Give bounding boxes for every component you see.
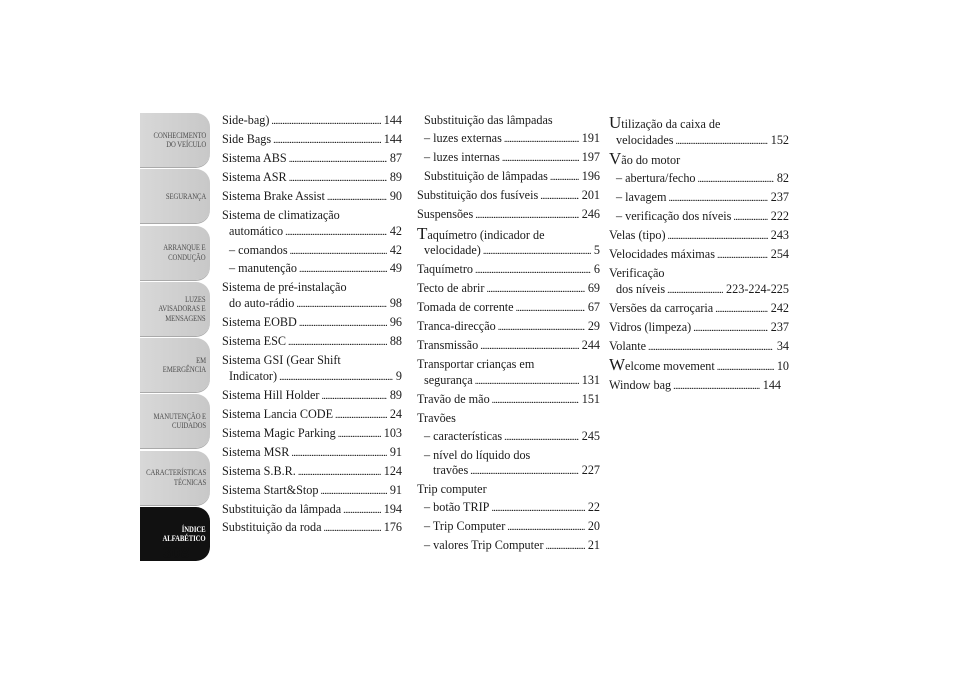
index-entry xyxy=(417,357,600,389)
index-entry-text: Side-bag) xyxy=(222,113,270,127)
dot-leader xyxy=(296,296,386,313)
index-entry-text: Velocidades máximas xyxy=(609,247,715,262)
index-entry-page: 89 xyxy=(389,169,402,184)
index-entry-text: – valores Trip Computer xyxy=(424,538,544,553)
dot-leader xyxy=(475,373,579,390)
section-tab-6[interactable] xyxy=(140,394,210,448)
index-entry-text: Travão de mão xyxy=(417,391,490,406)
dot-leader xyxy=(676,133,768,150)
index-entry-row xyxy=(609,228,789,245)
index-entry xyxy=(222,170,402,187)
index-entry-text: Sistema EOBD xyxy=(222,315,297,330)
index-entry-text: Substituição de lâmpadas xyxy=(424,168,548,183)
index-entry-heading: Utilização da caixa de xyxy=(609,113,721,132)
index-entry-page: 144 xyxy=(762,378,781,393)
index-entry-page: 176 xyxy=(383,520,402,535)
index-entry-row xyxy=(222,243,402,260)
section-tabs xyxy=(140,113,210,563)
index-entry xyxy=(609,320,789,337)
index-entry-row xyxy=(417,169,600,186)
index-entry-text: velocidades xyxy=(616,132,674,147)
index-entry-page: 201 xyxy=(581,187,600,202)
index-entry-row xyxy=(222,170,402,187)
index-entry-text: Suspensões xyxy=(417,206,474,221)
index-entry xyxy=(609,149,789,169)
dot-leader xyxy=(483,243,591,260)
index-entry-page: 29 xyxy=(587,319,600,334)
index-entry-text: Substituição dos fusíveis xyxy=(417,187,539,202)
dot-leader xyxy=(289,151,387,168)
dot-leader xyxy=(668,228,768,245)
index-entry xyxy=(609,355,789,376)
index-entry-text: Velas (tipo) xyxy=(609,228,666,243)
index-entry xyxy=(609,301,789,318)
index-entry-page: 42 xyxy=(389,223,402,238)
dot-leader xyxy=(475,262,591,279)
index-entry-row xyxy=(417,392,600,409)
section-tab-label: ÍNDICE ALFABÉTICO xyxy=(162,524,206,544)
index-entry-row xyxy=(609,301,789,318)
index-entry xyxy=(222,353,402,385)
index-entry-row xyxy=(609,190,789,207)
dot-leader xyxy=(550,169,579,186)
index-entry-page: 243 xyxy=(770,228,789,243)
index-entry-page: 124 xyxy=(383,463,402,478)
index-entry xyxy=(222,189,402,206)
index-entry-page: 98 xyxy=(389,296,402,311)
index-entry-page: 9 xyxy=(395,368,402,383)
index-entry-heading: – nível do líquido dos xyxy=(424,447,531,462)
index-entry xyxy=(222,388,402,405)
index-entry xyxy=(222,445,402,462)
index-entry xyxy=(417,500,600,517)
index-entry-row xyxy=(609,247,789,264)
index-entry-page: 196 xyxy=(581,168,600,183)
index-entry xyxy=(417,429,600,446)
index-entry xyxy=(609,378,789,395)
dot-leader xyxy=(733,209,767,226)
index-entry-row xyxy=(609,355,789,376)
index-entry-row xyxy=(222,369,402,386)
dot-leader xyxy=(271,113,380,130)
section-tab-label: ARRANQUE E CONDUÇÃO xyxy=(163,243,206,262)
index-entry-row xyxy=(417,262,600,279)
index-entry xyxy=(417,207,600,224)
index-entry xyxy=(417,223,600,260)
section-tab-label: CARACTERÍSTICAS TÉCNICAS xyxy=(146,468,206,487)
index-entry xyxy=(222,151,402,168)
dot-leader xyxy=(475,207,579,224)
index-entry xyxy=(609,113,789,149)
index-entry-page: 87 xyxy=(389,150,402,165)
index-entry-page: 144 xyxy=(383,131,402,146)
index-letter-initial: V xyxy=(609,149,622,169)
dot-leader xyxy=(290,243,387,260)
index-entry-text: – manutenção xyxy=(229,261,298,276)
section-tab-7[interactable] xyxy=(140,451,210,505)
index-entry-row xyxy=(222,224,402,241)
index-entry-text: – abertura/fecho xyxy=(616,171,696,186)
index-entry-heading: Substituição das lâmpadas xyxy=(424,113,553,127)
dot-leader xyxy=(480,338,579,355)
index-entry xyxy=(222,426,402,443)
index-entry-text: – comandos xyxy=(229,242,288,257)
index-entry xyxy=(222,334,402,351)
index-letter-initial: U xyxy=(609,113,622,132)
index-entry-row xyxy=(222,334,402,351)
index-entry-page: 197 xyxy=(581,149,600,164)
index-entry xyxy=(417,482,600,498)
dot-leader xyxy=(504,131,579,148)
index-entry-page: 49 xyxy=(389,261,402,276)
index-entry-row xyxy=(222,151,402,168)
index-entry-text: Welcome movement xyxy=(609,355,715,375)
index-entry-text: Volante xyxy=(609,338,647,353)
dot-leader xyxy=(498,319,585,336)
index-entry-text: velocidade) xyxy=(424,243,481,258)
index-entry-row xyxy=(417,463,600,480)
index-entry xyxy=(222,243,402,260)
index-column-2 xyxy=(417,113,600,557)
index-entry-page: 223-224-225 xyxy=(726,281,789,296)
dot-leader xyxy=(717,359,774,376)
index-entry xyxy=(609,209,789,226)
index-entry-row xyxy=(417,300,600,317)
index-entry-page: 245 xyxy=(581,428,600,443)
index-entry-page: 67 xyxy=(587,300,600,315)
index-entry-row xyxy=(417,281,600,298)
index-entry-page: 242 xyxy=(770,300,789,315)
index-entry xyxy=(417,281,600,298)
index-column-3 xyxy=(609,113,789,397)
index-entry xyxy=(417,300,600,317)
section-tab-4[interactable] xyxy=(140,282,210,336)
index-entry-text: Sistema ESC xyxy=(222,334,286,349)
index-entry-text: dos níveis xyxy=(616,281,666,296)
index-entry-row xyxy=(609,320,789,337)
index-entry xyxy=(222,407,402,424)
index-entry-row xyxy=(222,261,402,278)
index-entry-page: 244 xyxy=(581,338,600,353)
index-entry-row xyxy=(222,464,402,481)
index-entry-page: 152 xyxy=(770,132,789,147)
dot-leader xyxy=(693,320,768,337)
index-entry-text: segurança xyxy=(424,372,473,387)
index-entry xyxy=(417,538,600,555)
index-entry-page: 96 xyxy=(389,315,402,330)
index-entry-text: Side Bags xyxy=(222,131,272,146)
index-entry-row xyxy=(222,388,402,405)
index-entry-text: – Trip Computer xyxy=(424,519,506,534)
index-entry-row xyxy=(609,282,789,299)
index-entry-text: Sistema S.B.R. xyxy=(222,463,296,478)
index-entry-row xyxy=(609,378,781,395)
index-entry-text: Sistema Hill Holder xyxy=(222,387,320,402)
dot-leader xyxy=(516,300,585,317)
index-entry-text: – características xyxy=(424,428,503,443)
index-entry-page: 151 xyxy=(581,391,600,406)
index-entry xyxy=(417,150,600,167)
index-entry-row xyxy=(222,296,402,313)
index-entry-row xyxy=(609,339,789,356)
index-entry-text: Substituição da roda xyxy=(222,520,322,535)
index-entry-page: 24 xyxy=(389,406,402,421)
index-entry-row xyxy=(222,502,402,519)
index-entry-row xyxy=(417,373,600,390)
index-entry-text: Tecto de abrir xyxy=(417,281,485,296)
dot-leader xyxy=(507,519,585,536)
index-entry-row xyxy=(417,131,600,148)
index-entry-page: 222 xyxy=(770,209,789,224)
index-entry-row xyxy=(222,445,402,462)
index-entry xyxy=(609,190,789,207)
index-entry-text: Transmissão xyxy=(417,338,479,353)
index-entry-page: 42 xyxy=(389,242,402,257)
section-tab-label: MANUTENÇÃO E CUIDADOS xyxy=(153,411,206,431)
index-entry xyxy=(417,169,600,186)
index-entry-page: 144 xyxy=(383,113,402,127)
section-tab-5[interactable] xyxy=(140,338,210,392)
index-entry-page: 10 xyxy=(776,359,789,374)
dot-leader xyxy=(335,407,387,424)
index-entry xyxy=(222,280,402,312)
index-entry-row xyxy=(222,113,402,130)
section-tab-label: EM EMERGÊNCIA xyxy=(162,355,206,375)
index-entry-page: 5 xyxy=(593,243,600,258)
index-entry xyxy=(417,188,600,205)
index-entry-heading: Sistema de climatização xyxy=(222,207,340,222)
index-entry-text: Substituição da lâmpada xyxy=(222,501,342,516)
dot-leader xyxy=(491,500,584,517)
index-entry-page: 131 xyxy=(581,372,600,387)
index-entry-heading: Taquímetro (indicador de xyxy=(417,223,545,243)
index-entry-row xyxy=(417,319,600,336)
index-entry-page: 90 xyxy=(389,188,402,203)
index-entry-row xyxy=(222,315,402,332)
index-entry-text: do auto-rádio xyxy=(229,296,295,311)
index-entry-text: Versões da carroçaria xyxy=(609,300,714,315)
index-entry-text: Window bag xyxy=(609,378,672,393)
index-entry-page: 22 xyxy=(587,500,600,515)
index-entry xyxy=(417,519,600,536)
dot-leader xyxy=(487,281,585,298)
index-entry xyxy=(609,228,789,245)
index-entry-page: 21 xyxy=(587,538,600,553)
index-entry-row xyxy=(222,426,402,443)
index-entry-row xyxy=(417,519,600,536)
dot-leader xyxy=(327,189,387,206)
index-entry xyxy=(222,208,402,240)
index-entry-text: Tomada de corrente xyxy=(417,300,514,315)
index-entry-text: Sistema MSR xyxy=(222,444,290,459)
index-entry xyxy=(417,448,600,480)
dot-leader xyxy=(273,132,381,149)
index-entry-text: Vidros (limpeza) xyxy=(609,319,692,334)
index-entry-heading: Sistema GSI (Gear Shift xyxy=(222,353,341,368)
index-entry-text: automático xyxy=(229,223,284,238)
index-entry-heading: Verificação xyxy=(609,266,665,281)
dot-leader xyxy=(324,520,381,537)
index-entry-text: Sistema Brake Assist xyxy=(222,188,325,203)
index-entry xyxy=(222,502,402,519)
index-entry-row xyxy=(417,538,600,555)
index-entry-page: 237 xyxy=(770,319,789,334)
index-entry-text: Sistema ASR xyxy=(222,169,287,184)
index-entry-page: 103 xyxy=(383,425,402,440)
index-letter-initial: T xyxy=(417,223,428,243)
dot-leader xyxy=(502,150,579,167)
index-entry-heading: Trip computer xyxy=(417,482,487,497)
index-entry-page: 91 xyxy=(389,444,402,459)
index-entry-page: 88 xyxy=(389,334,402,349)
index-entry xyxy=(222,464,402,481)
index-entry-text: travões xyxy=(433,463,469,478)
index-entry-text: Taquímetro xyxy=(417,262,474,277)
index-entry-row xyxy=(222,520,402,537)
index-entry xyxy=(417,411,600,427)
dot-leader xyxy=(299,261,387,278)
dot-leader xyxy=(698,171,774,188)
index-entry xyxy=(222,315,402,332)
dot-leader xyxy=(492,392,579,409)
section-tab-label: CONHECIMENTO DO VEÍCULO xyxy=(153,130,206,149)
index-entry-text: Sistema Lancia CODE xyxy=(222,406,334,421)
page-number: 308 xyxy=(162,545,190,562)
dot-leader xyxy=(668,190,767,207)
index-entry-text: Sistema Magic Parking xyxy=(222,425,336,440)
index-entry xyxy=(609,171,789,188)
section-tab-3[interactable] xyxy=(140,226,210,280)
dot-leader xyxy=(291,445,386,462)
index-entry-page: 6 xyxy=(593,262,600,277)
index-entry-page: 194 xyxy=(383,501,402,516)
index-column-1 xyxy=(222,113,402,539)
index-entry-page: 89 xyxy=(389,387,402,402)
index-entry-row xyxy=(222,407,402,424)
dot-leader xyxy=(321,483,387,500)
dot-leader xyxy=(504,429,579,446)
dot-leader xyxy=(279,369,393,386)
dot-leader xyxy=(285,224,387,241)
index-entry xyxy=(609,247,789,264)
index-entry-row xyxy=(417,429,600,446)
index-entry xyxy=(222,261,402,278)
index-entry-text: – luzes externas xyxy=(424,130,502,145)
index-entry xyxy=(417,338,600,355)
index-entry xyxy=(609,266,789,298)
index-entry-row xyxy=(222,132,402,149)
index-entry-row xyxy=(417,188,600,205)
index-entry-row xyxy=(417,207,600,224)
index-entry-heading: Transportar crianças em xyxy=(417,357,535,372)
index-entry-text: Tranca-direcção xyxy=(417,319,496,334)
index-entry xyxy=(417,262,600,279)
index-entry-text: Sistema Start&Stop xyxy=(222,482,319,497)
section-tab-label: SEGURANÇA xyxy=(165,191,206,201)
index-entry-text: – luzes internas xyxy=(424,149,500,164)
dot-leader xyxy=(298,464,381,481)
index-entry-row xyxy=(609,209,789,226)
index-entry xyxy=(222,132,402,149)
index-letter-initial: W xyxy=(609,355,626,375)
index-entry xyxy=(417,113,600,129)
index-entry-page: 34 xyxy=(776,338,789,353)
dot-leader xyxy=(648,339,774,356)
index-entry-page: 227 xyxy=(581,463,600,478)
index-entry-row xyxy=(222,189,402,206)
index-entry-text: – verificação dos níveis xyxy=(616,209,732,224)
index-entry-row xyxy=(417,243,600,260)
dot-leader xyxy=(667,282,723,299)
index-entry xyxy=(417,319,600,336)
dot-leader xyxy=(299,315,387,332)
index-entry-page: 191 xyxy=(581,130,600,145)
index-entry xyxy=(222,113,402,130)
index-entry-page: 20 xyxy=(587,519,600,534)
dot-leader xyxy=(289,170,387,187)
index-entry-row xyxy=(417,338,600,355)
index-entry-row xyxy=(417,150,600,167)
index-entry-heading: Sistema de pré-instalação xyxy=(222,280,347,295)
index-entry xyxy=(222,483,402,500)
index-entry-page: 91 xyxy=(389,482,402,497)
dot-leader xyxy=(715,301,768,318)
index-entry xyxy=(417,131,600,148)
dot-leader xyxy=(673,378,760,395)
index-entry-row xyxy=(417,500,600,517)
dot-leader xyxy=(717,247,768,264)
dot-leader xyxy=(343,502,381,519)
dot-leader xyxy=(338,426,381,443)
section-tab-2[interactable] xyxy=(140,169,210,223)
section-tab-label: LUZES AVISADORAS E MENSAGENS xyxy=(158,294,206,323)
index-entry-text: Indicator) xyxy=(229,368,278,383)
index-entry-row xyxy=(222,483,402,500)
index-entry-page: 237 xyxy=(770,190,789,205)
dot-leader xyxy=(322,388,387,405)
index-entry-row xyxy=(609,133,789,150)
index-entry xyxy=(222,520,402,537)
dot-leader xyxy=(288,334,387,351)
index-entry-text: – botão TRIP xyxy=(424,500,490,515)
index-entry-heading: Travões xyxy=(417,410,456,425)
section-tab-1[interactable] xyxy=(140,113,210,167)
index-entry-heading: Vão do motor xyxy=(609,149,681,169)
index-entry xyxy=(609,339,789,356)
index-entry-page: 246 xyxy=(581,206,600,221)
index-entry xyxy=(417,392,600,409)
index-entry-row xyxy=(609,171,789,188)
index-entry-text: Sistema ABS xyxy=(222,150,287,165)
dot-leader xyxy=(540,188,579,205)
index-entry-page: 254 xyxy=(770,247,789,262)
index-entry-page: 82 xyxy=(776,171,789,186)
index-entry-text: – lavagem xyxy=(616,190,667,205)
dot-leader xyxy=(470,463,579,480)
dot-leader xyxy=(546,538,585,555)
index-entry-page: 69 xyxy=(587,281,600,296)
